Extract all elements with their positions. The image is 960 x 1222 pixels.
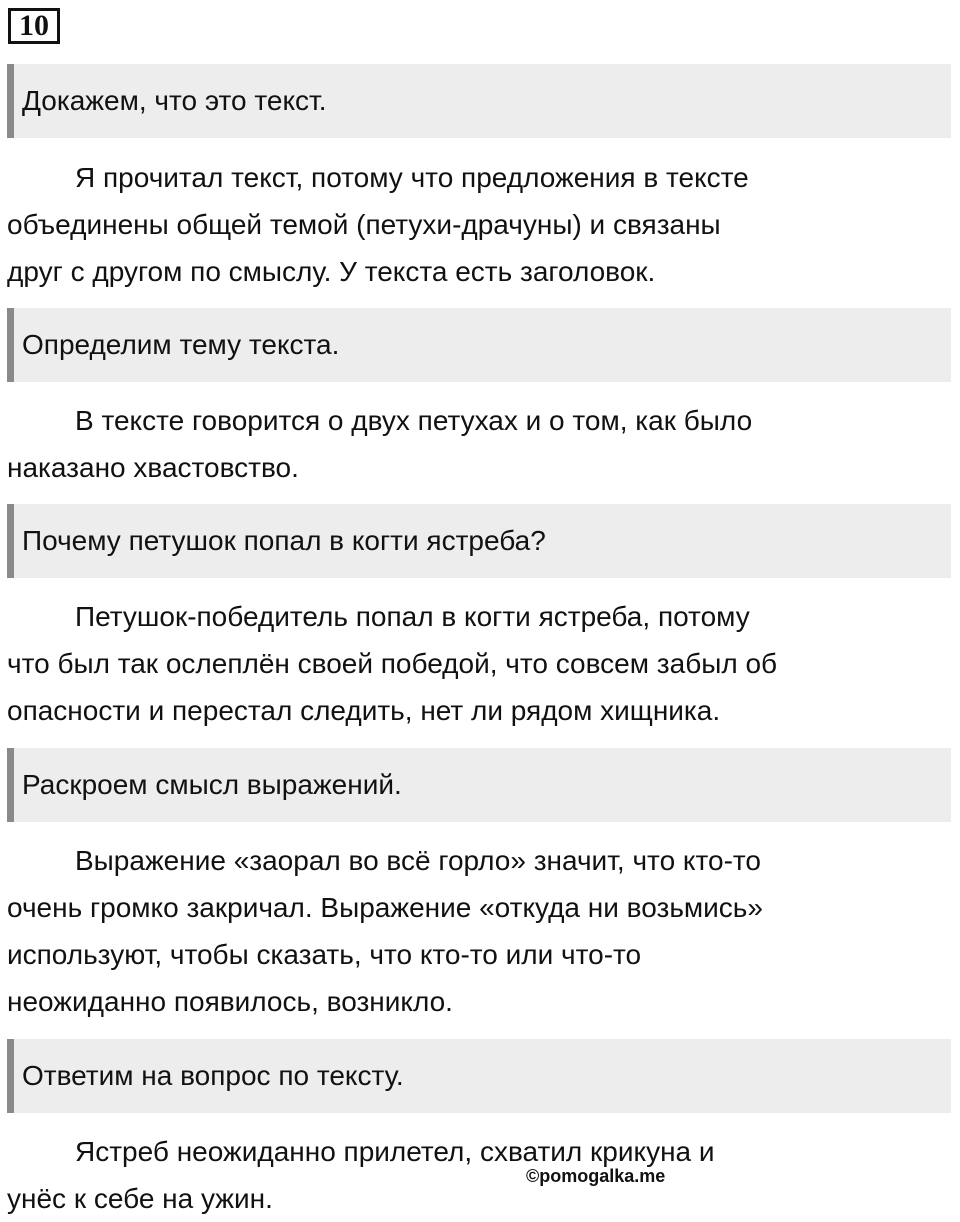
section-heading-answer: Ответим на вопрос по тексту. — [7, 1039, 951, 1113]
section-heading-expressions: Раскроем смысл выражений. — [7, 748, 951, 822]
section-heading-topic: Определим тему текста. — [7, 308, 951, 382]
section-answer-question — [7, 593, 927, 734]
answer-line: неожиданно появилось, возникло. — [7, 986, 453, 1017]
answer-line: Выражение «заорал во всё горло» значит, что кто-то — [75, 845, 761, 876]
answer-line: Я прочитал текст, потому что предложения в тексте — [75, 162, 749, 193]
answer-line: что был так ослеплён своей победой, что совсем забыл об — [7, 648, 778, 679]
answer-line: опасности и перестал следить, нет ли рядом хищника. — [7, 695, 721, 726]
answer-line: Ястреб неожиданно прилетел, схватил крикуна и — [75, 1136, 715, 1167]
answer-line: В тексте говорится о двух петухах и о том, как было — [75, 405, 753, 436]
section-heading-proof: Докажем, что это текст. — [7, 64, 951, 138]
answer-line: Петушок-победитель попал в когти ястреба, потому — [75, 601, 750, 632]
answer-line: объединены общей темой (петухи-драчуны) и связаны — [7, 209, 721, 240]
section-answer-expressions — [7, 837, 927, 1025]
section-heading-question: Почему петушок попал в когти ястреба? — [7, 504, 951, 578]
answer-line: наказано хвастовство. — [7, 452, 299, 483]
answer-line: очень громко закричал. Выражение «откуда ни возьмись» — [7, 892, 763, 923]
answer-line: используют, чтобы сказать, что кто-то или что-то — [7, 939, 642, 970]
section-answer-proof — [7, 154, 927, 295]
watermark: ©pomogalka.me — [526, 1166, 666, 1186]
task-number-box: 10 — [8, 8, 60, 44]
answer-line: друг с другом по смыслу. У текста есть заголовок. — [7, 256, 656, 287]
section-answer-topic — [7, 397, 927, 491]
section-answer-final — [7, 1128, 927, 1222]
answer-line: унёс к себе на ужин. — [7, 1183, 273, 1214]
